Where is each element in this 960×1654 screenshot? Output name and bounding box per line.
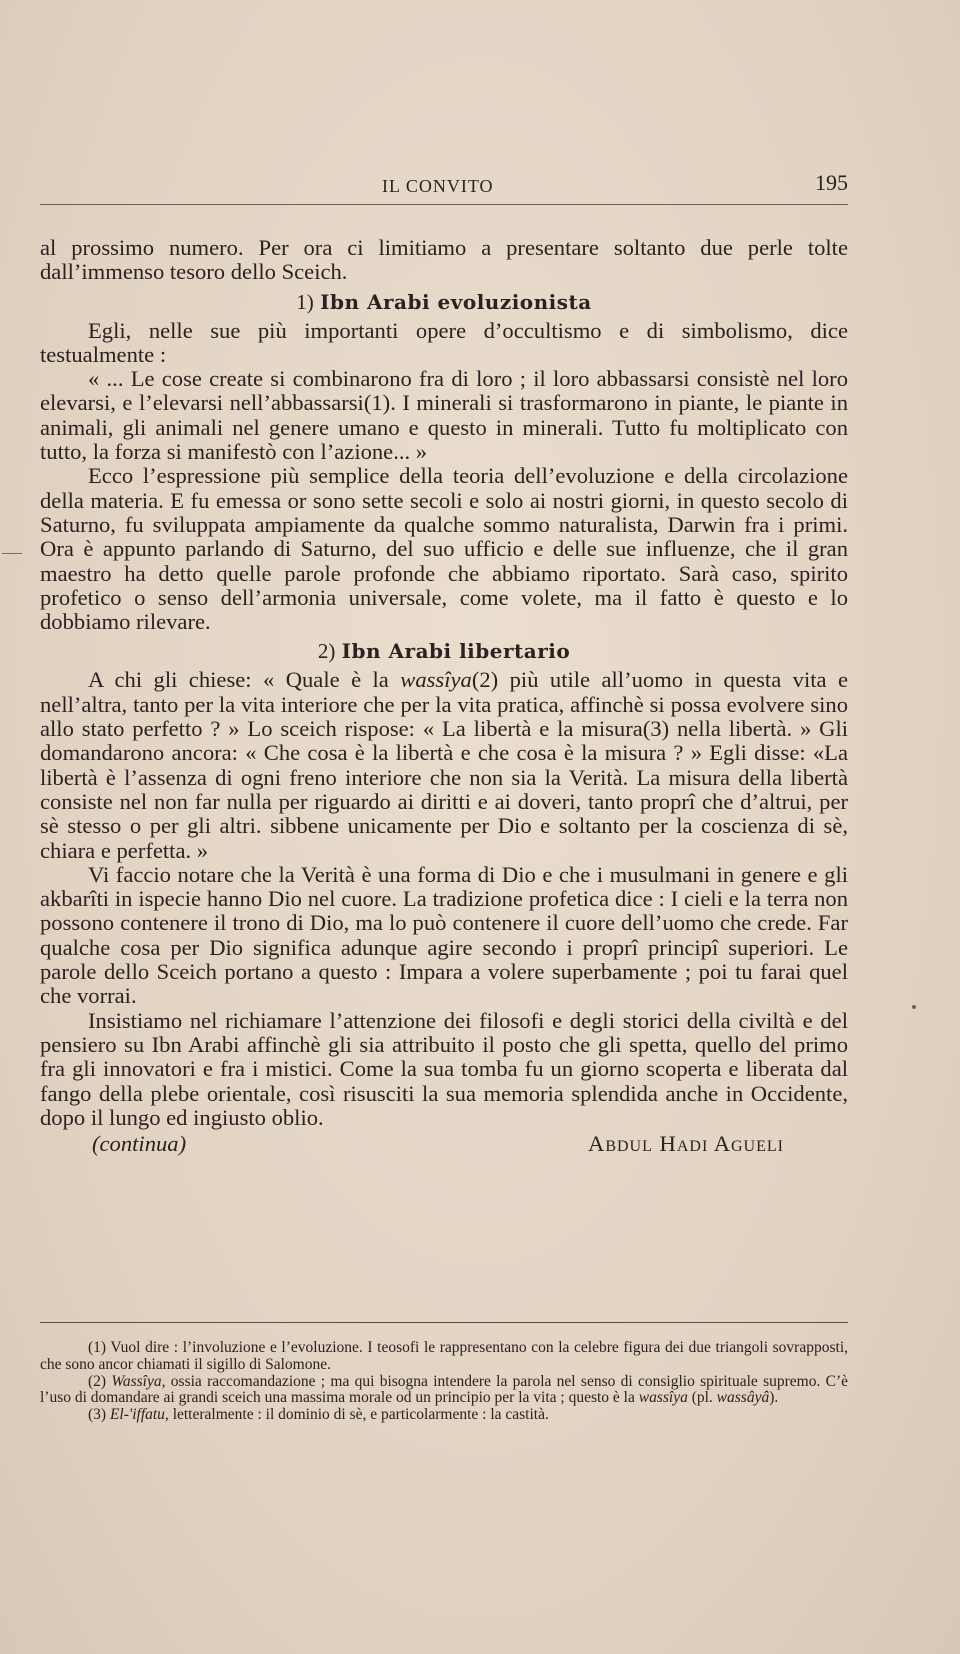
footnote-ref-1: (1): [363, 390, 391, 416]
body-text: [40, 236, 848, 1156]
journal-title: IL CONVITO: [382, 176, 494, 196]
fn2-plural: wassâyâ: [716, 1389, 770, 1407]
paragraph-4: Ecco l’espressione più semplice della teoria dell’evoluzione e della circolazione della materia. E fu emessa or sono sette secoli e solo ai nostri giorni, in questo secolo di Saturno, fu sviluppata ampiamente da qualche sommo naturalista, Darwin fra i primi. Ora è appunto parlando di Saturno, del suo ufficio e delle sue influenze, che il gran maestro ha detto quelle parole profonde che abbiamo riportato. Sarà caso, spirito profetico o senso dell’armonia universale, come volete, ma il fatto è questo e lo dobbiamo rilevare.: [40, 463, 848, 635]
fn2-term: Wassîya,: [111, 1372, 166, 1390]
paragraph-1: al prossimo numero. Per ora ci limitiamo a presentare soltanto due perle tolte dall’immenso tesoro dello Sceich.: [40, 235, 848, 285]
section-heading-2: [40, 638, 848, 664]
footnote-ref-3: (3): [642, 716, 670, 742]
fn3-text: letteralmente : il dominio di sè, e particolarmente : la castità.: [168, 1406, 549, 1424]
footnote-1: (1) Vuol dire : l’involuzione e l’evoluzione. I teosofi le rappresentano con la celebre figura dei due triangoli sovrapposti, che sono ancor chiamati il sigillo di Salomone.: [40, 1339, 848, 1373]
fn3-label: (3): [88, 1406, 107, 1424]
p5-text-b: più utile all’uomo in questa vita e nell’altra, tanto per la vita interiore che per la vita pratica, affinchè si possa evolvere sino allo stato perfetto ? » Lo sceich rispose: « La libertà e la misura: [40, 667, 848, 742]
margin-dot: [912, 1005, 916, 1009]
signoff: [40, 1132, 848, 1156]
page-number: 195: [815, 170, 848, 195]
section-heading-1: [40, 289, 848, 315]
quote-text-a: « ... Le cose create si combinarono fra di loro ; il loro abbassarsi consistè nel loro elevarsi, e l’elevarsi nell’abbassarsi: [40, 366, 848, 416]
fn2-text-b: (pl.: [687, 1389, 717, 1407]
author-signature: Abdul Hadi Agueli: [588, 1131, 784, 1157]
fn2-label: (2): [88, 1372, 107, 1390]
footnote-ref-2: (2): [471, 667, 499, 693]
paragraph-3: [40, 367, 848, 464]
fn2-term-b: wassîya: [638, 1389, 688, 1407]
section-title-1: Ibn Arabi evoluzionista: [320, 289, 592, 314]
footnote-3: [40, 1407, 848, 1424]
continua-note: (continua): [92, 1131, 187, 1157]
paragraph-6: Vi faccio notare che la Verità è una forma di Dio e che i musulmani in genere e gli akbarîti in ispecie hanno Dio nel cuore. La tradizione profetica dice : I cieli e la terra non possono contenere il trono di Dio, ma lo può contenere il cuore dell’uomo che crede. Far qualche cosa per Dio significa adunque agire secondo i proprî principî superiori. Le parole dello Sceich portano a questo : Impara a volere superbamente ; poi tu farai quel che vorrai.: [40, 861, 848, 1009]
paragraph-5: [40, 668, 848, 862]
p5-text-a: A chi gli chiese: « Quale è la: [88, 667, 401, 693]
fn3-term: El-'iffatu,: [109, 1406, 169, 1424]
margin-mark: [2, 553, 22, 554]
footnotes: [40, 1340, 848, 1424]
fn2-text-a: ossia raccomandazione ; ma qui bisogna intendere la parola nel senso di consiglio spirituale supremo. C’è l’uso di domandare ai grandi sceich una massima morale od un principio per la vita ; questo è la: [40, 1372, 849, 1407]
fn2-text-c: ).: [769, 1389, 779, 1407]
p5-text-c: nella libertà. » Gli domandarono ancora: « Che cosa è la libertà e che cosa è la misura ? » Egli disse: «La libertà è l’assenza di ogni freno interiore che non sia la Verità. La misura della libertà consiste nel non far nulla per riguardo ai diritti e ai doveri, tanto proprî che d’altrui, per sè stesso o per gli altri. sibbene unicamente per Dio e soltanto per la coscienza di sè, chiara e perfetta. »: [40, 716, 849, 863]
paragraph-7: Insistiamo nel richiamare l’attenzione dei filosofi e degli storici della civiltà e del pensiero su Ibn Arabi affinchè gli sia attribuito il posto che gli spetta, quello del primo fra gli innovatori e fra i mistici. Come la sua tomba fu un giorno scoperta e liberata dal fango della plebe orientale, così risusciti la sua memoria splendida anche in Occidente, dopo il lungo ed ingiusto oblio.: [40, 1007, 848, 1130]
section-number-1: 1): [296, 289, 314, 314]
footnote-2: [40, 1374, 848, 1408]
header-rule: [40, 204, 848, 205]
section-number-2: 2): [317, 639, 336, 664]
quote-text-b: . I minerali si trasformarono in piante, le piante in animali, gli animali nel genere umano e questo in minerali. Tutto fu moltiplicato con tutto, la forza si manifestò con l’azione... »: [40, 390, 848, 465]
section-title-2: Ibn Arabi libertario: [341, 639, 571, 664]
running-head: [40, 170, 848, 206]
paragraph-2: Egli, nelle sue più importanti opere d’occultismo e di simbolismo, dice testualmente :: [40, 317, 848, 367]
wassiya-term: wassîya: [400, 667, 472, 693]
footnote-rule: [40, 1322, 848, 1323]
